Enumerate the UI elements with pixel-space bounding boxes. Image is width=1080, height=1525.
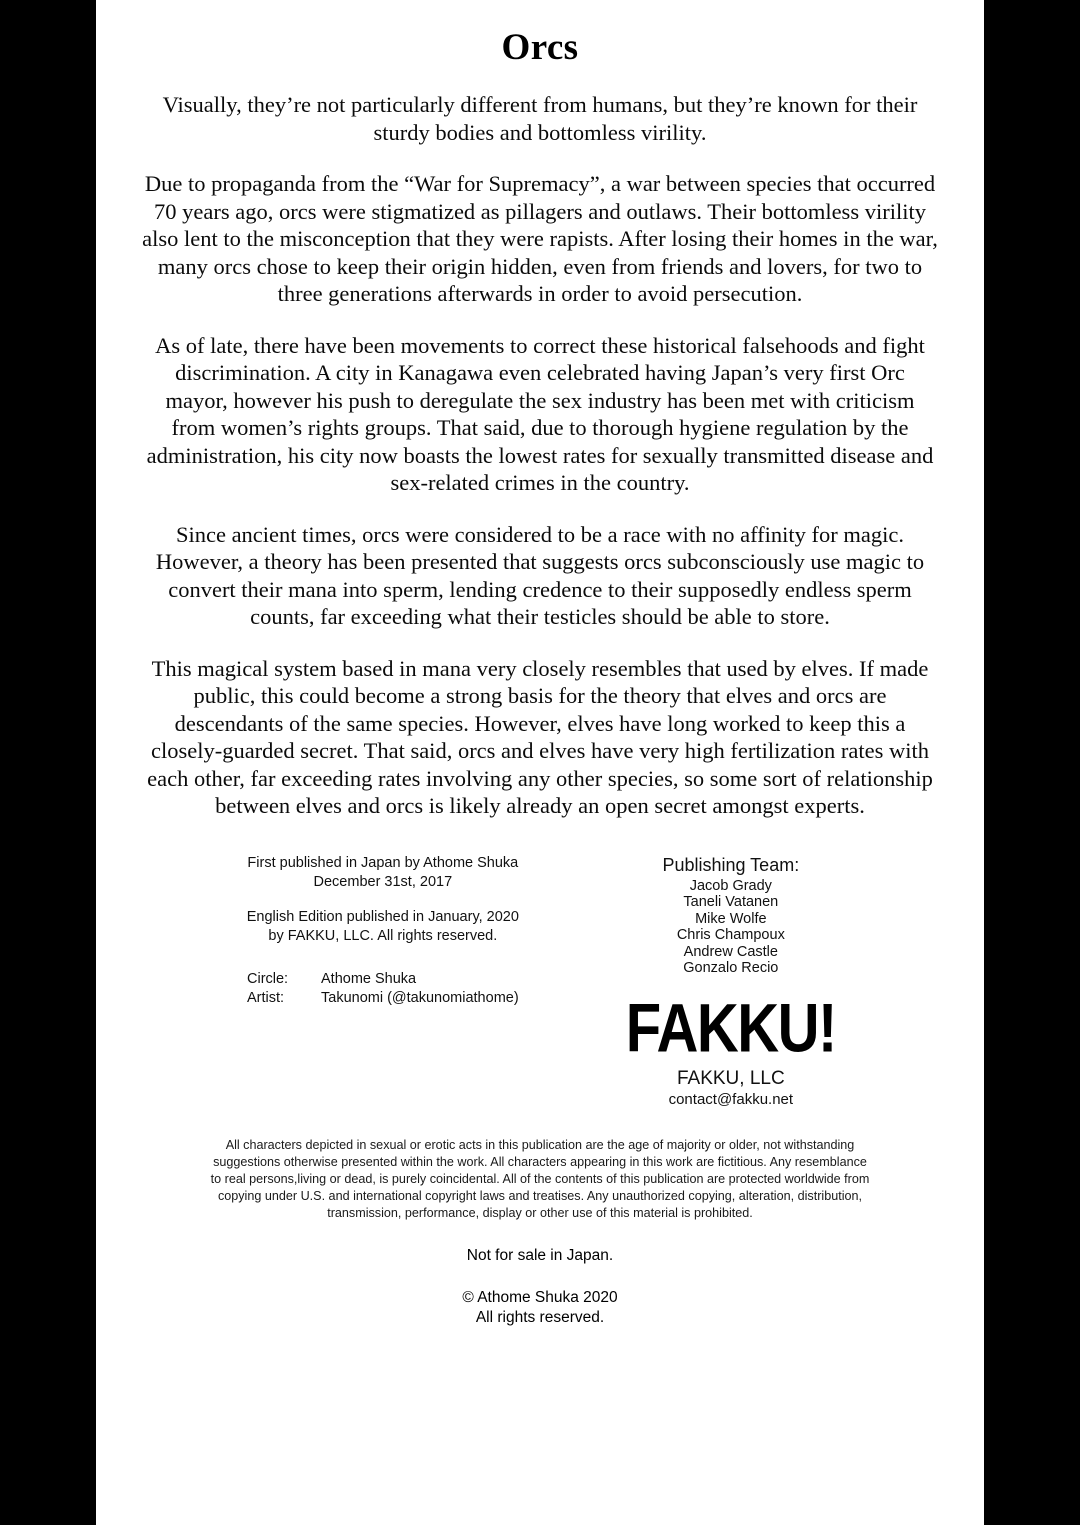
publication-line-1: First published in Japan by Athome Shuka — [247, 854, 519, 871]
colophon — [148, 854, 932, 1109]
english-line-2: by FAKKU, LLC. All rights reserved. — [268, 927, 498, 944]
team-member: Mike Wolfe — [695, 910, 767, 927]
team-member: Taneli Vatanen — [683, 894, 779, 910]
not-for-sale-notice: Not for sale in Japan. — [466, 1246, 614, 1264]
colophon-right — [556, 854, 932, 1109]
legal-disclaimer: All characters depicted in sexual or erotic acts in this publication are the age of majority or older, not withstanding suggestions otherwise presented within the work. All characters appearing in this work are fictitious. Any resemblance to real persons,living or dead, is purely coincidental. All of the contents of this publication are protected worldwide from copying under U.S. and international copyright laws and treatises. Any unauthorized copying, alteration, distribution, transmission, performance, display or other use of this material is prohibited. — [210, 1137, 870, 1220]
artist-label: Artist: — [247, 989, 285, 1006]
team-member: Chris Champoux — [676, 927, 785, 943]
page-title: Orcs — [501, 27, 579, 68]
paragraph-3: As of late, there have been movements to correct these historical falsehoods and fight discrimination. A city in Kanagawa even celebrated having Japan’s very first Orc mayor, however his push to deregulate the sex industry has been met with criticism from women’s rights groups. That said, due to thorough hygiene regulation by the administration, his city now boasts the lowest rates for sexually transmitted disease and sex-related crimes in the country. — [146, 332, 934, 495]
artist-value: Takunomi (@takunomiathome) — [321, 989, 519, 1006]
team-member: Gonzalo Recio — [683, 960, 779, 976]
paragraph-4: Since ancient times, orcs were considered to be a race with no affinity for magic. However, a theory has been presented that suggests orcs subconsciously use magic to convert their mana into sperm, lending credence to their supposedly endless sperm counts, far exceeding what their testicles should be able to store. — [155, 521, 925, 629]
page-content — [96, 0, 984, 1328]
circle-value: Athome Shuka — [321, 970, 417, 987]
copyright-line-2: All rights reserved. — [475, 1308, 605, 1326]
copyright-block — [148, 1288, 932, 1328]
fakku-company-name: FAKKU, LLC — [676, 1067, 785, 1089]
english-line-1: English Edition published in January, 2020 — [246, 908, 519, 925]
colophon-left — [148, 854, 556, 1008]
paragraph-2: Due to propaganda from the “War for Supremacy”, a war between species that occurred 70 years ago, orcs were stigmatized as pillagers and outlaws. Their bottomless virility also lent to the misconception that they were rapists. After losing their homes in the war, many orcs chose to keep their origin hidden, even from friends and lovers, for two to three generations afterwards in order to avoid persecution. — [142, 171, 938, 306]
team-member: Jacob Grady — [689, 877, 772, 894]
body-text — [142, 91, 938, 820]
english-edition-info — [210, 908, 556, 946]
paragraph-1: Visually, they’re not particularly different from humans, but they’re known for their sturdy bodies and bottomless virility. — [162, 92, 918, 145]
fakku-logo: FAKKU! — [625, 989, 836, 1067]
circle-label: Circle: — [247, 970, 289, 987]
team-member: Andrew Castle — [683, 943, 778, 960]
publication-info — [210, 854, 556, 892]
credit-row-artist — [247, 989, 519, 1008]
document-page — [96, 0, 984, 1525]
copyright-line-1: © Athome Shuka 2020 — [462, 1288, 618, 1306]
credit-row-circle — [247, 970, 519, 989]
fakku-logo-block — [556, 989, 906, 1109]
paragraph-5: This magical system based in mana very closely resembles that used by elves. If made public, this could become a strong basis for the theory that elves and orcs are descendants of the same species. However, elves have long worked to keep this a closely-guarded secret. That said, orcs and elves have very high fertilization rates with each other, far exceeding rates involving any other species, so some sort of relationship between elves and orcs is likely already an open secret amongst experts. — [147, 655, 933, 818]
fakku-contact-email: contact@fakku.net — [668, 1090, 794, 1108]
credits-block — [247, 970, 519, 1008]
publishing-team-title: Publishing Team: — [662, 854, 800, 875]
publication-line-2: December 31st, 2017 — [313, 873, 453, 890]
